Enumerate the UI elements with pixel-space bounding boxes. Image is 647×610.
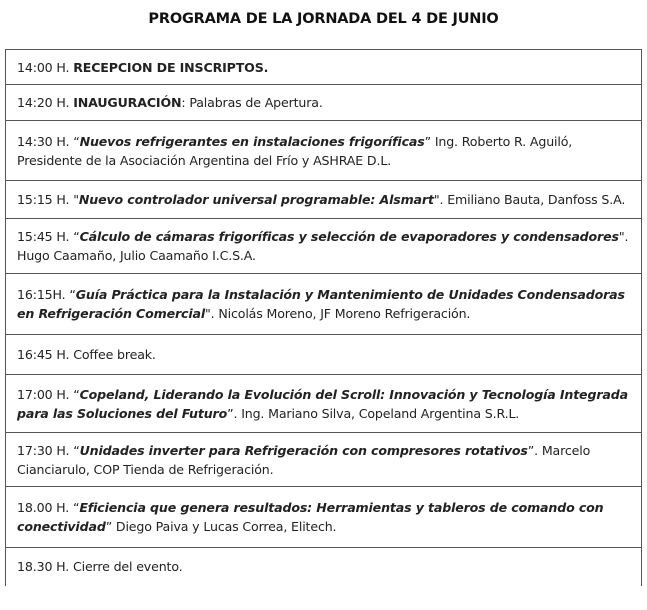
schedule-time: 18.30 H. [17, 559, 73, 575]
schedule-time: 17:30 H. [17, 442, 74, 458]
schedule-detail: : Palabras de Apertura. [181, 95, 323, 110]
schedule-quote-open: “ [69, 287, 76, 302]
schedule-talk-title: Unidades inverter para Refrigeración con compresores rotativos [79, 442, 528, 458]
schedule-time: 14:00 H. [17, 59, 74, 75]
schedule-row [6, 335, 642, 375]
schedule-cell [6, 50, 642, 85]
schedule-talk-title: Eficiencia que genera resultados: Herramientas y tableros de comando con conectividad [17, 500, 604, 534]
schedule-detail: ”. Marcelo Cianciarulo, COP Tienda de Refrigeración. [17, 442, 591, 477]
schedule-cell [6, 85, 642, 121]
schedule-row [6, 433, 642, 487]
schedule-time: 14:20 H. [17, 95, 74, 110]
schedule-cell [6, 219, 642, 274]
schedule-detail: ". Emiliano Bauta, Danfoss S.A. [433, 192, 626, 207]
schedule-time: 18.00 H. [17, 500, 73, 515]
schedule-row [6, 50, 642, 85]
schedule-cell [6, 375, 642, 433]
schedule-detail: ” Diego Paiva y Lucas Correa, Elitech. [105, 519, 337, 534]
schedule-row [6, 85, 642, 121]
schedule-highlight: INAUGURACIÓN [73, 95, 182, 110]
schedule-row [6, 548, 642, 586]
schedule-table [5, 49, 642, 586]
schedule-detail: Cierre del evento. [72, 559, 183, 575]
schedule-row [6, 121, 642, 181]
schedule-quote-open: “ [73, 386, 80, 402]
schedule-quote-open: “ [73, 442, 80, 458]
schedule-time: 15:45 H. [17, 229, 74, 244]
schedule-time: 16:45 H. [17, 347, 74, 362]
schedule-row [6, 487, 642, 548]
schedule-cell [6, 335, 642, 375]
schedule-detail: Coffee break. [73, 347, 156, 362]
schedule-row [6, 375, 642, 433]
schedule-row [6, 274, 642, 335]
schedule-talk-title: Nuevo controlador universal programable: Alsmart [78, 192, 434, 207]
schedule-row [6, 181, 642, 219]
schedule-cell [6, 548, 642, 586]
schedule-time: 17:00 H. [17, 386, 74, 402]
schedule-highlight: RECEPCION DE INSCRIPTOS. [73, 59, 269, 75]
schedule-quote-open: “ [72, 500, 80, 515]
schedule-quote-open: " [73, 192, 79, 207]
schedule-talk-title: Guía Práctica para la Instalación y Mantenimiento de Unidades Condensadoras en Refrigeración Comercial [17, 287, 625, 321]
schedule-cell [6, 181, 642, 219]
schedule-cell [6, 487, 642, 548]
schedule-row [6, 219, 642, 274]
schedule-detail: ”. Ing. Mariano Silva, Copeland Argentina S.R.L. [227, 405, 520, 421]
schedule-quote-open: “ [73, 133, 80, 149]
schedule-time: 15:15 H. [17, 192, 74, 207]
schedule-cell [6, 274, 642, 335]
schedule-cell [6, 121, 642, 181]
schedule-detail: ” Ing. Roberto R. Aguiló, Presidente de la Asociación Argentina del Frío y ASHRAE D.L. [17, 133, 573, 168]
schedule-talk-title: Copeland, Liderando la Evolución del Scroll: Innovación y Tecnología Integrada para las Soluciones del Futuro [17, 386, 628, 421]
schedule-cell [6, 433, 642, 487]
schedule-talk-title: Cálculo de cámaras frigoríficas y selección de evaporadores y condensadores [79, 229, 619, 244]
schedule-time: 14:30 H. [17, 133, 74, 149]
schedule-time: 16:15H. [17, 287, 70, 302]
page-title: PROGRAMA DE LA JORNADA DEL 4 DE JUNIO [148, 11, 499, 27]
schedule-talk-title: Nuevos refrigerantes en instalaciones frigoríficas [79, 133, 425, 149]
schedule-detail: ". Nicolás Moreno, JF Moreno Refrigeración. [205, 306, 471, 321]
schedule-detail: ". Hugo Caamaño, Julio Caamaño I.C.S.A. [17, 229, 629, 263]
schedule-quote-open: “ [73, 229, 80, 244]
